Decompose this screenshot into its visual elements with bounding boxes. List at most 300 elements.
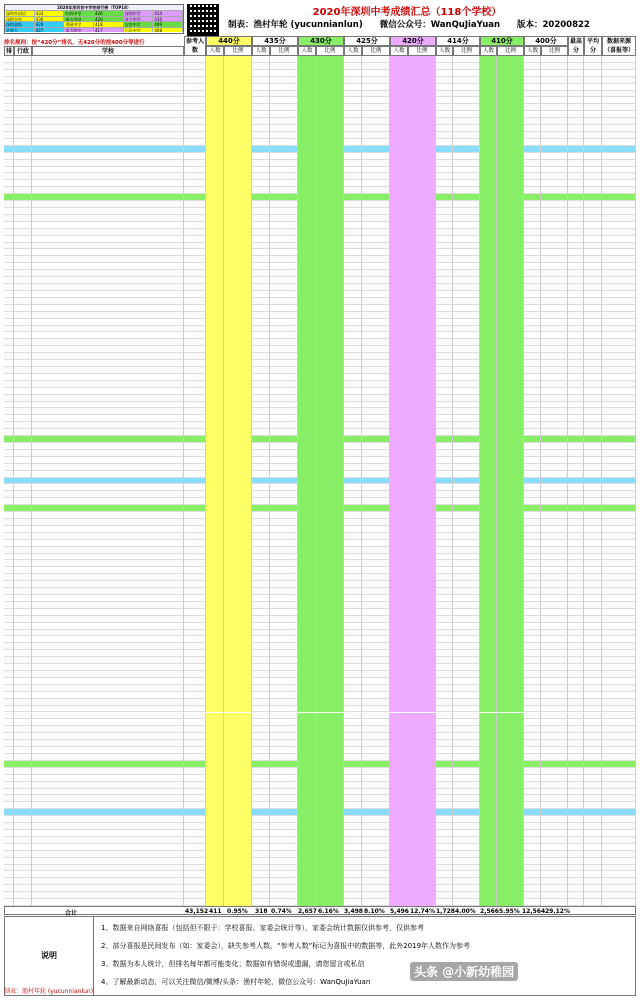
table-row xyxy=(4,201,636,208)
table-cell xyxy=(436,837,453,844)
table-cell xyxy=(497,167,524,174)
table-cell xyxy=(224,533,252,540)
table-cell xyxy=(184,588,206,595)
table-cell xyxy=(316,547,344,554)
table-cell xyxy=(184,623,206,630)
table-cell xyxy=(4,761,14,768)
table-cell xyxy=(436,353,453,360)
table-cell xyxy=(32,353,184,360)
table-cell xyxy=(362,450,390,457)
table-cell xyxy=(602,208,636,215)
table-cell xyxy=(224,243,252,250)
header-count: 人数 xyxy=(436,46,453,56)
table-cell xyxy=(541,243,568,250)
table-cell xyxy=(408,125,436,132)
table-cell xyxy=(316,374,344,381)
table-cell xyxy=(541,312,568,319)
table-cell xyxy=(408,291,436,298)
table-cell xyxy=(362,567,390,574)
table-cell xyxy=(206,104,224,111)
table-cell xyxy=(14,415,32,422)
table-cell xyxy=(541,678,568,685)
table-cell xyxy=(32,554,184,561)
table-cell xyxy=(480,650,497,657)
table-cell xyxy=(453,892,480,899)
table-cell xyxy=(14,84,32,91)
table-cell xyxy=(524,346,541,353)
table-cell xyxy=(184,132,206,139)
table-cell xyxy=(390,837,408,844)
table-cell xyxy=(602,436,636,443)
table-cell xyxy=(408,609,436,616)
table-cell xyxy=(453,491,480,498)
table-cell xyxy=(362,823,390,830)
table-cell xyxy=(4,519,14,526)
table-cell xyxy=(497,194,524,201)
table-cell xyxy=(32,671,184,678)
table-cell xyxy=(390,104,408,111)
table-cell xyxy=(480,533,497,540)
table-cell xyxy=(298,823,316,830)
table-cell xyxy=(568,519,584,526)
table-cell xyxy=(270,284,298,291)
table-cell xyxy=(184,775,206,782)
table-cell xyxy=(584,305,602,312)
table-cell xyxy=(14,478,32,485)
table-cell xyxy=(584,519,602,526)
table-cell xyxy=(408,173,436,180)
table-cell xyxy=(436,844,453,851)
table-cell xyxy=(184,844,206,851)
table-cell xyxy=(541,291,568,298)
table-cell xyxy=(316,381,344,388)
table-cell xyxy=(408,816,436,823)
table-cell xyxy=(224,284,252,291)
table-cell xyxy=(390,761,408,768)
table-cell xyxy=(584,871,602,878)
table-cell xyxy=(480,153,497,160)
table-cell xyxy=(32,111,184,118)
table-cell xyxy=(4,312,14,319)
table-cell xyxy=(602,236,636,243)
table-cell xyxy=(362,643,390,650)
table-cell xyxy=(32,360,184,367)
table-cell xyxy=(316,491,344,498)
table-cell xyxy=(270,353,298,360)
table-cell xyxy=(602,464,636,471)
table-cell xyxy=(206,422,224,429)
table-cell xyxy=(390,249,408,256)
table-row xyxy=(4,484,636,491)
table-cell xyxy=(184,706,206,713)
table-cell xyxy=(602,719,636,726)
table-cell xyxy=(568,775,584,782)
table-cell xyxy=(224,726,252,733)
table-cell xyxy=(224,277,252,284)
table-cell xyxy=(453,540,480,547)
table-cell xyxy=(184,77,206,84)
table-cell xyxy=(344,512,362,519)
table-cell xyxy=(206,650,224,657)
table-cell xyxy=(497,678,524,685)
table-cell xyxy=(497,173,524,180)
table-cell xyxy=(270,595,298,602)
table-cell xyxy=(32,768,184,775)
table-cell xyxy=(524,789,541,796)
table-cell xyxy=(568,243,584,250)
table-cell xyxy=(480,602,497,609)
table-cell xyxy=(524,692,541,699)
table-cell xyxy=(568,733,584,740)
table-cell xyxy=(602,326,636,333)
table-cell xyxy=(184,505,206,512)
table-cell xyxy=(541,187,568,194)
table-cell xyxy=(541,733,568,740)
table-cell xyxy=(270,457,298,464)
table-row xyxy=(4,111,636,118)
table-cell xyxy=(453,726,480,733)
table-cell xyxy=(497,153,524,160)
header-district: 行政 xyxy=(14,46,32,56)
table-cell xyxy=(541,657,568,664)
table-cell xyxy=(298,643,316,650)
table-cell xyxy=(602,256,636,263)
table-cell xyxy=(4,326,14,333)
table-cell xyxy=(568,263,584,270)
table-cell xyxy=(408,312,436,319)
table-cell xyxy=(206,899,224,906)
table-cell xyxy=(206,208,224,215)
table-cell xyxy=(408,733,436,740)
table-cell xyxy=(298,892,316,899)
table-cell xyxy=(298,844,316,851)
table-cell xyxy=(32,180,184,187)
table-cell xyxy=(270,450,298,457)
table-cell xyxy=(602,249,636,256)
table-cell xyxy=(224,153,252,160)
table-cell xyxy=(32,740,184,747)
table-cell xyxy=(602,70,636,77)
table-cell xyxy=(390,574,408,581)
table-cell xyxy=(252,795,270,802)
table-cell xyxy=(252,332,270,339)
table-cell xyxy=(568,256,584,263)
table-cell xyxy=(344,125,362,132)
table-cell xyxy=(480,844,497,851)
table-cell xyxy=(4,636,14,643)
table-cell xyxy=(524,491,541,498)
table-cell xyxy=(184,809,206,816)
table-cell xyxy=(408,346,436,353)
mini-row: 深圳高级 429 翠园中学 418 宝安中学 409 xyxy=(5,21,183,27)
table-cell xyxy=(584,422,602,429)
table-cell xyxy=(14,395,32,402)
table-cell xyxy=(541,740,568,747)
table-cell xyxy=(568,491,584,498)
table-cell xyxy=(436,616,453,623)
table-cell xyxy=(4,70,14,77)
table-cell xyxy=(436,402,453,409)
table-cell xyxy=(344,97,362,104)
table-cell xyxy=(497,491,524,498)
table-cell xyxy=(541,201,568,208)
table-cell xyxy=(362,291,390,298)
table-cell xyxy=(298,581,316,588)
table-cell xyxy=(602,187,636,194)
table-cell xyxy=(602,395,636,402)
table-cell xyxy=(344,298,362,305)
table-cell xyxy=(390,146,408,153)
table-cell xyxy=(14,263,32,270)
table-cell xyxy=(362,630,390,637)
table-cell xyxy=(316,395,344,402)
table-cell xyxy=(184,97,206,104)
table-cell xyxy=(524,457,541,464)
table-cell xyxy=(584,581,602,588)
table-cell xyxy=(298,381,316,388)
table-cell xyxy=(270,270,298,277)
table-cell xyxy=(362,789,390,796)
table-cell xyxy=(524,450,541,457)
table-cell xyxy=(206,505,224,512)
table-cell xyxy=(453,70,480,77)
table-cell xyxy=(497,381,524,388)
table-cell xyxy=(224,429,252,436)
table-cell xyxy=(224,706,252,713)
table-row xyxy=(4,554,636,561)
table-cell xyxy=(344,208,362,215)
table-cell xyxy=(224,671,252,678)
table-cell xyxy=(541,865,568,872)
table-cell xyxy=(206,97,224,104)
table-cell xyxy=(298,332,316,339)
table-cell xyxy=(390,84,408,91)
table-cell xyxy=(453,388,480,395)
table-cell xyxy=(206,84,224,91)
table-cell xyxy=(524,623,541,630)
table-cell xyxy=(344,830,362,837)
table-cell xyxy=(408,560,436,567)
table-cell xyxy=(252,305,270,312)
table-cell xyxy=(224,374,252,381)
table-cell xyxy=(206,526,224,533)
table-cell xyxy=(252,97,270,104)
table-cell xyxy=(32,581,184,588)
table-cell xyxy=(344,422,362,429)
table-cell xyxy=(390,865,408,872)
table-cell xyxy=(270,111,298,118)
table-cell xyxy=(524,595,541,602)
total-count-414: 1,728 xyxy=(436,908,455,915)
header-ratio: 比例 xyxy=(362,46,390,56)
table-cell xyxy=(4,740,14,747)
table-cell xyxy=(568,111,584,118)
table-cell xyxy=(14,560,32,567)
table-cell xyxy=(453,865,480,872)
table-cell xyxy=(206,692,224,699)
table-cell xyxy=(602,91,636,98)
total-row xyxy=(4,906,636,915)
table-cell xyxy=(316,498,344,505)
table-cell xyxy=(541,97,568,104)
table-row xyxy=(4,657,636,664)
table-cell xyxy=(480,422,497,429)
table-cell xyxy=(224,685,252,692)
table-cell xyxy=(4,374,14,381)
table-cell xyxy=(480,623,497,630)
table-cell xyxy=(206,519,224,526)
table-cell xyxy=(362,657,390,664)
table-cell xyxy=(602,830,636,837)
table-cell xyxy=(541,160,568,167)
table-cell xyxy=(344,595,362,602)
table-cell xyxy=(270,643,298,650)
table-cell xyxy=(362,153,390,160)
table-cell xyxy=(344,747,362,754)
table-cell xyxy=(362,699,390,706)
table-cell xyxy=(497,208,524,215)
table-cell xyxy=(541,353,568,360)
table-cell xyxy=(206,305,224,312)
table-cell xyxy=(4,146,14,153)
table-cell xyxy=(316,588,344,595)
table-cell xyxy=(568,353,584,360)
table-cell xyxy=(252,581,270,588)
table-cell xyxy=(4,249,14,256)
table-cell xyxy=(480,429,497,436)
table-cell xyxy=(270,547,298,554)
table-cell xyxy=(206,878,224,885)
table-cell xyxy=(252,353,270,360)
table-cell xyxy=(4,84,14,91)
table-cell xyxy=(32,885,184,892)
table-cell xyxy=(436,526,453,533)
total-ratio-400: 29.12% xyxy=(545,908,570,915)
table-cell xyxy=(524,726,541,733)
table-cell xyxy=(408,865,436,872)
table-row xyxy=(4,885,636,892)
table-cell xyxy=(453,146,480,153)
table-cell xyxy=(206,450,224,457)
table-cell xyxy=(14,97,32,104)
table-cell xyxy=(252,319,270,326)
table-cell xyxy=(270,464,298,471)
mini-row: 深圳实验 430 南山外国 420 育才中学 410 xyxy=(5,16,183,22)
table-cell xyxy=(184,533,206,540)
table-cell xyxy=(224,464,252,471)
table-cell xyxy=(568,726,584,733)
table-cell xyxy=(344,194,362,201)
table-cell xyxy=(298,484,316,491)
table-cell xyxy=(252,657,270,664)
table-cell xyxy=(4,699,14,706)
table-cell xyxy=(480,540,497,547)
table-cell xyxy=(252,118,270,125)
wechat-label: 微信公众号：WanQuJiaYuan xyxy=(379,20,501,30)
table-cell xyxy=(390,623,408,630)
table-cell xyxy=(390,215,408,222)
table-cell xyxy=(184,892,206,899)
table-cell xyxy=(541,305,568,312)
table-cell xyxy=(453,374,480,381)
table-cell xyxy=(316,291,344,298)
results-table xyxy=(4,56,636,906)
table-cell xyxy=(408,664,436,671)
table-cell xyxy=(362,111,390,118)
table-cell xyxy=(184,187,206,194)
table-cell xyxy=(206,118,224,125)
table-cell xyxy=(568,319,584,326)
table-cell xyxy=(270,650,298,657)
table-cell xyxy=(408,505,436,512)
table-cell xyxy=(270,491,298,498)
table-cell xyxy=(32,574,184,581)
table-cell xyxy=(14,77,32,84)
table-row xyxy=(4,332,636,339)
table-cell xyxy=(344,229,362,236)
table-cell xyxy=(602,139,636,146)
table-cell xyxy=(298,519,316,526)
table-cell xyxy=(4,291,14,298)
table-cell xyxy=(298,685,316,692)
table-header xyxy=(4,36,636,56)
table-cell xyxy=(541,77,568,84)
table-cell xyxy=(390,519,408,526)
total-ratio-414: 4.00% xyxy=(455,908,476,915)
table-row xyxy=(4,512,636,519)
table-cell xyxy=(480,616,497,623)
table-cell xyxy=(224,795,252,802)
table-cell xyxy=(568,747,584,754)
table-cell xyxy=(224,353,252,360)
table-cell xyxy=(584,374,602,381)
table-cell xyxy=(408,567,436,574)
table-cell xyxy=(362,180,390,187)
table-cell xyxy=(480,588,497,595)
table-cell xyxy=(497,478,524,485)
table-cell xyxy=(602,298,636,305)
table-cell xyxy=(32,533,184,540)
table-cell xyxy=(4,208,14,215)
table-cell xyxy=(316,512,344,519)
table-cell xyxy=(453,222,480,229)
table-cell xyxy=(436,153,453,160)
table-cell xyxy=(436,630,453,637)
table-cell xyxy=(436,719,453,726)
table-cell xyxy=(453,533,480,540)
table-cell xyxy=(4,892,14,899)
table-cell xyxy=(270,249,298,256)
table-cell xyxy=(584,789,602,796)
table-row xyxy=(4,837,636,844)
table-cell xyxy=(184,346,206,353)
table-cell xyxy=(206,858,224,865)
table-cell xyxy=(568,671,584,678)
table-cell xyxy=(344,201,362,208)
table-cell xyxy=(602,146,636,153)
table-cell xyxy=(436,395,453,402)
table-cell xyxy=(408,719,436,726)
table-cell xyxy=(252,91,270,98)
table-cell xyxy=(568,768,584,775)
table-cell xyxy=(206,809,224,816)
table-cell xyxy=(316,457,344,464)
table-cell xyxy=(568,63,584,70)
table-cell xyxy=(298,789,316,796)
table-cell xyxy=(408,726,436,733)
table-cell xyxy=(568,381,584,388)
table-cell xyxy=(344,464,362,471)
